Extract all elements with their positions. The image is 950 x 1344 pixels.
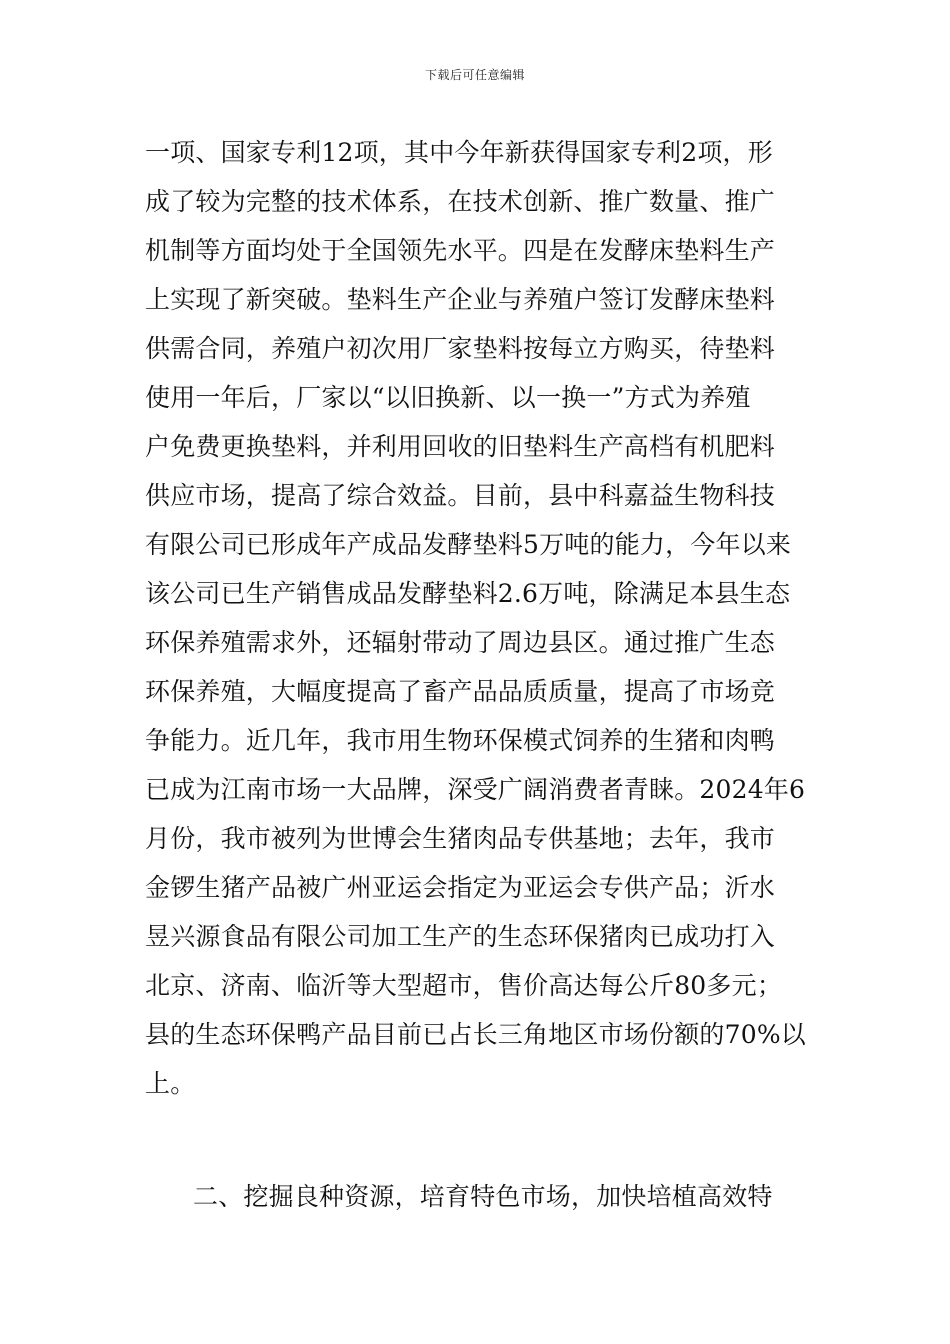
text-line: 月份，我市被列为世博会生猪肉品专供基地；去年，我市 <box>145 824 776 853</box>
text-line: 供应市场，提高了综合效益。目前，县中科嘉益生物科技 <box>145 481 776 510</box>
section-heading: 二、挖掘良种资源，培育特色市场，加快培植高效特 <box>193 1182 773 1211</box>
text-line: 上。 <box>145 1069 196 1098</box>
text-line: 环保养殖，大幅度提高了畜产品品质质量，提高了市场竞 <box>145 677 776 706</box>
text-line: 一项、国家专利12项，其中今年新获得国家专利2项，形 <box>145 138 773 167</box>
text-line: 金锣生猪产品被广州亚运会指定为亚运会专供产品；沂水 <box>145 873 776 902</box>
body-paragraph <box>145 128 825 1108</box>
text-line: 昱兴源食品有限公司加工生产的生态环保猪肉已成功打入 <box>145 922 776 951</box>
text-line: 机制等方面均处于全国领先水平。四是在发酵床垫料生产 <box>145 236 776 265</box>
text-line: 上实现了新突破。垫料生产企业与养殖户签订发酵床垫料 <box>145 285 776 314</box>
text-line: 供需合同，养殖户初次用厂家垫料按每立方购买，待垫料 <box>145 334 776 363</box>
text-line: 争能力。近几年，我市用生物环保模式饲养的生猪和肉鸭 <box>145 726 776 755</box>
text-line: 使用一年后，厂家以“以旧换新、以一换一”方式为养殖 <box>145 383 751 412</box>
text-line: 县的生态环保鸭产品目前已占长三角地区市场份额的70%以 <box>145 1020 806 1049</box>
text-line: 环保养殖需求外，还辐射带动了周边县区。通过推广生态 <box>145 628 776 657</box>
text-line: 该公司已生产销售成品发酵垫料2.6万吨，除满足本县生态 <box>145 579 791 608</box>
text-line: 成了较为完整的技术体系，在技术创新、推广数量、推广 <box>145 187 776 216</box>
header-note: 下载后可任意编辑 <box>424 68 525 82</box>
text-line: 已成为江南市场一大品牌，深受广阔消费者青睐。2024年6 <box>145 775 806 804</box>
text-line: 有限公司已形成年产成品发酵垫料5万吨的能力，今年以来 <box>145 530 792 559</box>
text-line: 北京、济南、临沂等大型超市，售价高达每公斤80多元； <box>145 971 783 1000</box>
text-line: 户免费更换垫料，并利用回收的旧垫料生产高档有机肥料 <box>145 432 776 461</box>
